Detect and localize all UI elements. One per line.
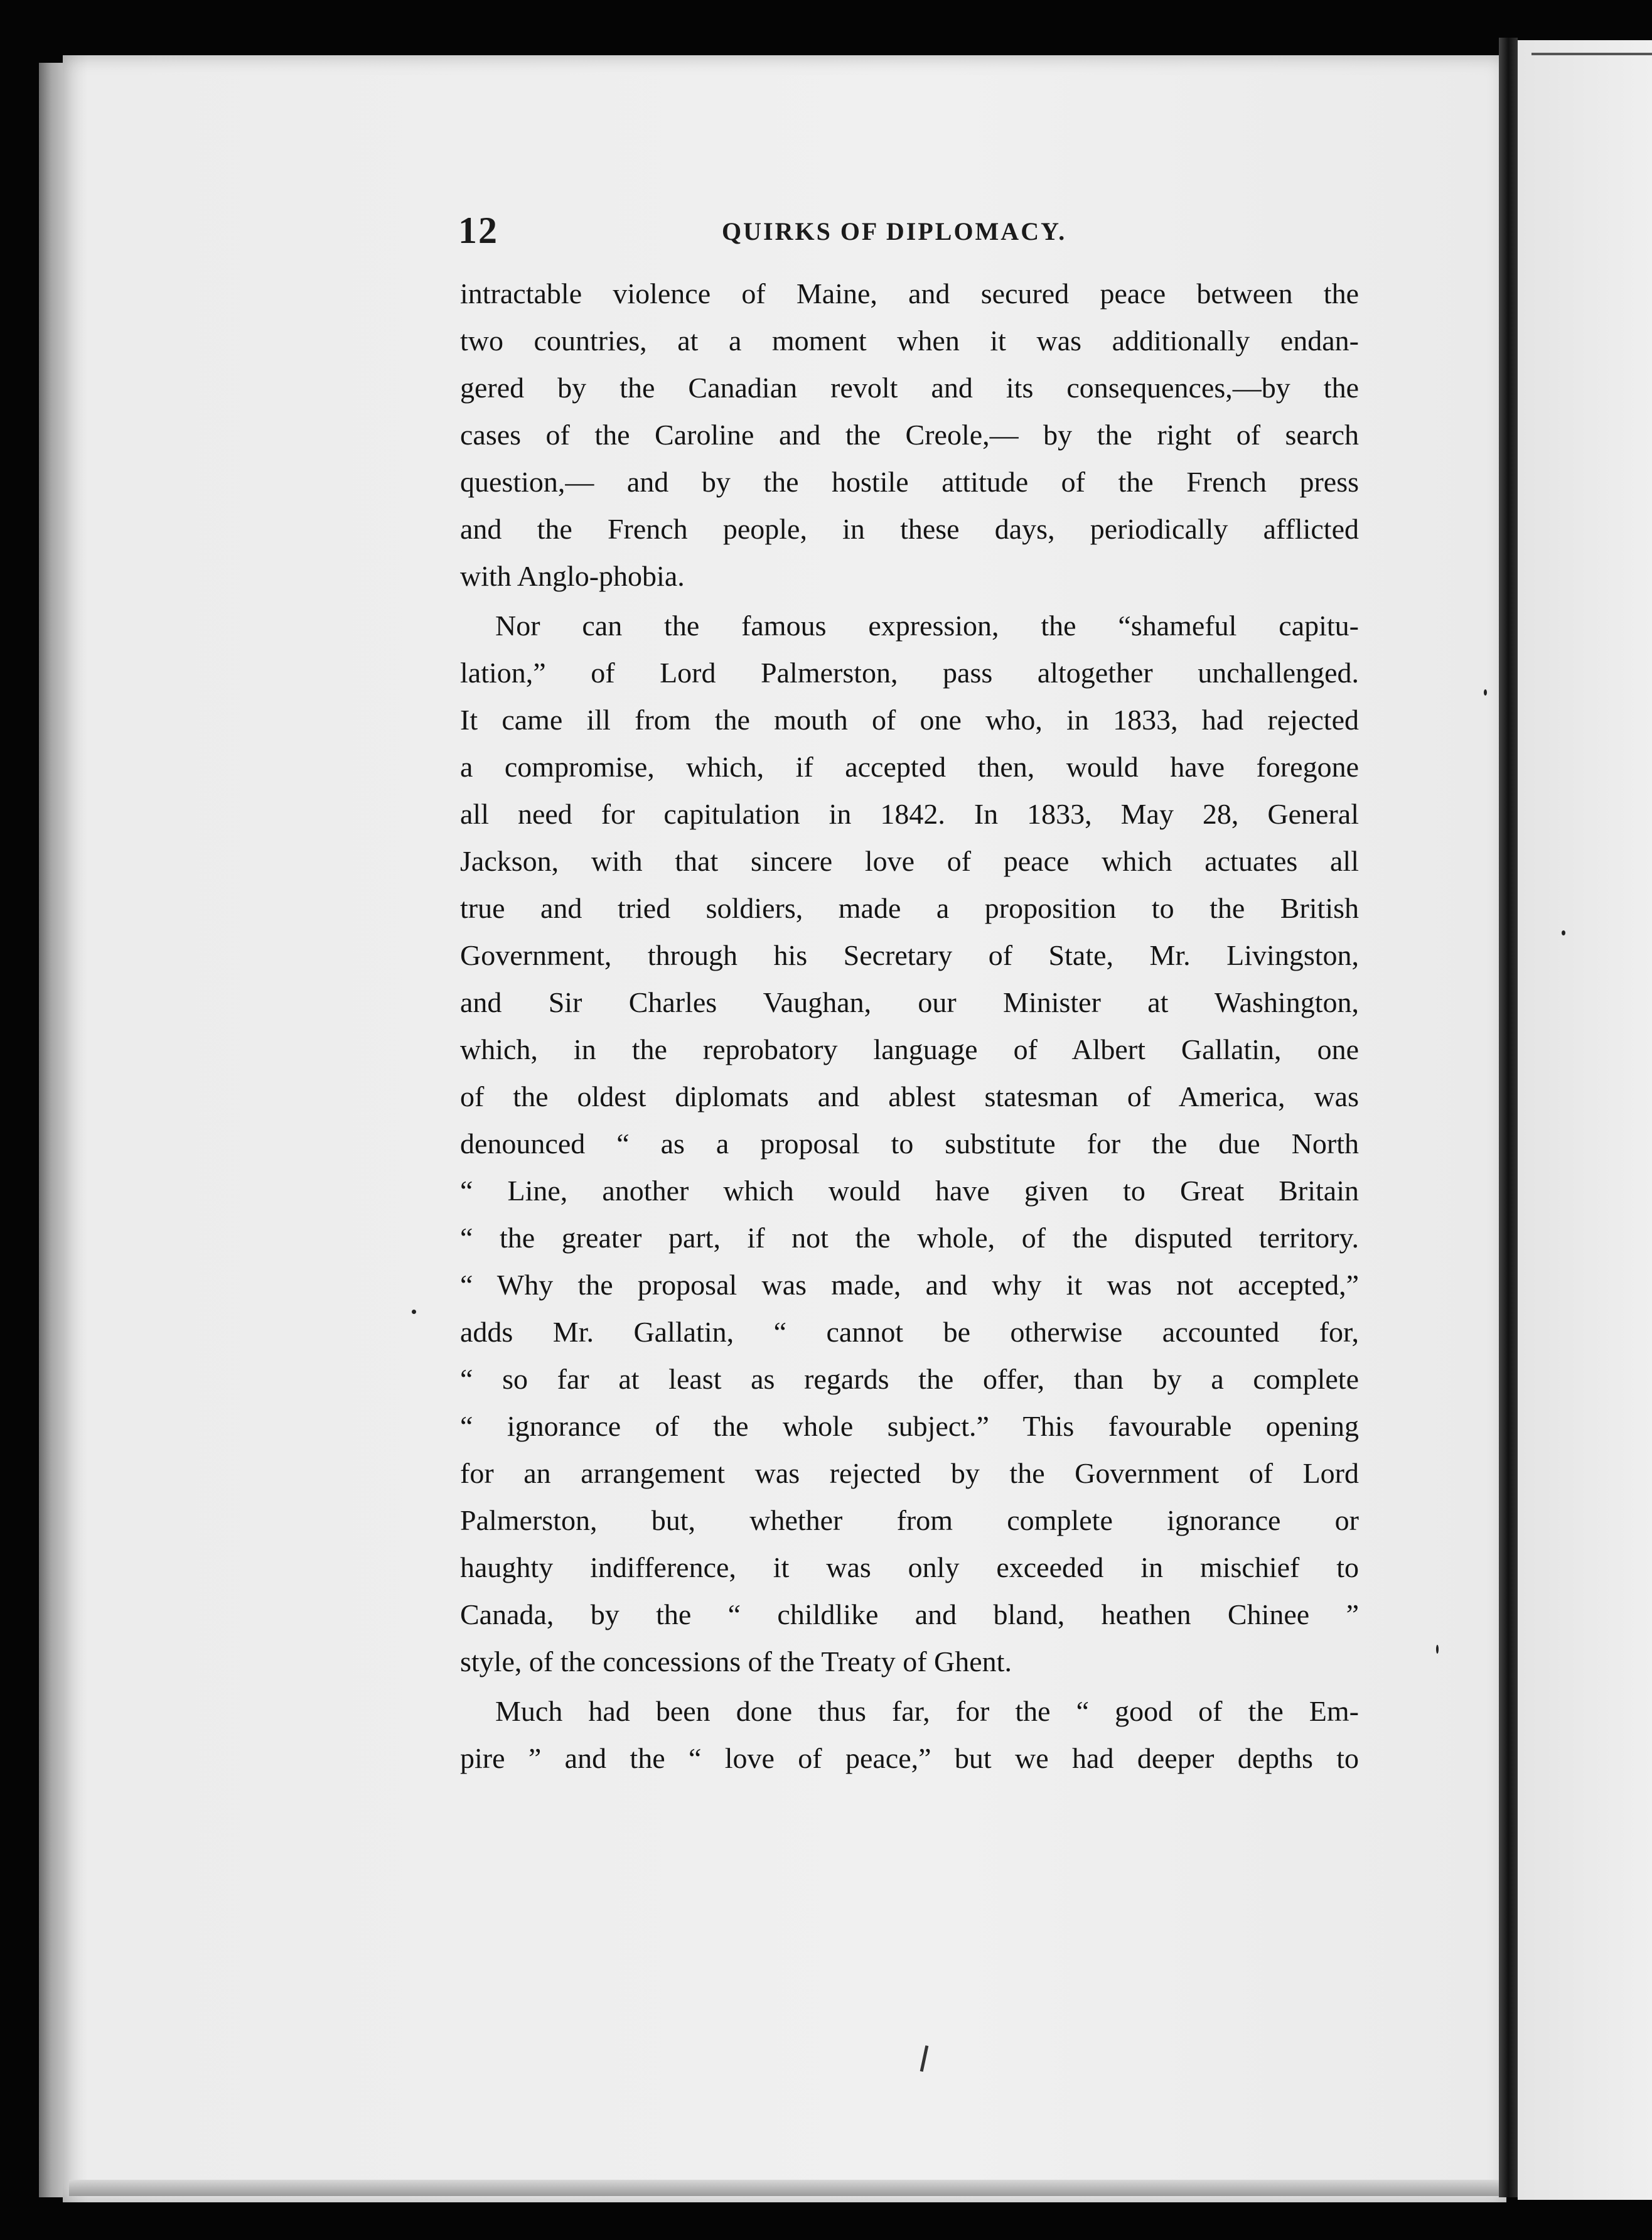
text-line: Jackson, with that sincere love of peace which actuates all <box>460 845 1359 877</box>
text-line: and the French people, in these days, periodically afflicted <box>460 513 1359 545</box>
text-line: Government, through his Secretary of State, Mr. Livingston, <box>460 939 1359 971</box>
scan-speck <box>1436 1645 1439 1654</box>
text-line: “ Why the proposal was made, and why it was not accepted,” <box>460 1269 1359 1301</box>
body-text <box>460 270 1359 1782</box>
text-line: two countries, at a moment when it was additionally endan- <box>460 325 1359 357</box>
text-line: Palmerston, but, whether from complete ignorance or <box>460 1504 1359 1536</box>
text-line: “ so far at least as regards the offer, than by a complete <box>460 1363 1359 1395</box>
text-line: Canada, by the “ childlike and bland, heathen Chinee ” <box>460 1598 1359 1630</box>
text-line: adds Mr. Gallatin, “ cannot be otherwise accounted for, <box>460 1316 1359 1348</box>
scan-speck <box>1484 689 1487 696</box>
text-line: for an arrangement was rejected by the Government of Lord <box>460 1457 1359 1489</box>
book-gutter <box>1499 38 1518 2197</box>
text-line: which, in the reprobatory language of Albert Gallatin, one <box>460 1033 1359 1065</box>
text-line: intractable violence of Maine, and secured peace between the <box>460 277 1359 310</box>
text-line: It came ill from the mouth of one who, in 1833, had rejected <box>460 704 1359 736</box>
scan-speck <box>412 1310 416 1314</box>
facing-page-rule <box>1531 53 1652 55</box>
text-line: Much had been done thus far, for the “ good of the Em- <box>495 1695 1359 1727</box>
text-line: pire ” and the “ love of peace,” but we had deeper depths to <box>460 1742 1359 1774</box>
text-line: cases of the Caroline and the Creole,— by the right of search <box>460 419 1359 451</box>
text-line: haughty indifference, it was only exceeded in mischief to <box>460 1551 1359 1583</box>
text-line: question,— and by the hostile attitude of the French press <box>460 466 1359 498</box>
page-number: 12 <box>458 210 498 251</box>
text-line: Nor can the famous expression, the “shameful capitu- <box>495 610 1359 642</box>
text-line: “ Line, another which would have given to Great Britain <box>460 1175 1359 1207</box>
text-line: a compromise, which, if accepted then, would have foregone <box>460 751 1359 783</box>
facing-page <box>1518 40 1652 2200</box>
text-line: all need for capitulation in 1842. In 1833, May 28, General <box>460 798 1359 830</box>
page-edge-bottom <box>69 2180 1506 2196</box>
text-line: gered by the Canadian revolt and its consequences,—by the <box>460 372 1359 404</box>
text-line: and Sir Charles Vaughan, our Minister at Washington, <box>460 986 1359 1018</box>
running-title: QUIRKS OF DIPLOMACY. <box>722 217 1067 245</box>
text-line: style, of the concessions of the Treaty of Ghent. <box>460 1645 1012 1677</box>
text-line: “ ignorance of the whole subject.” This favourable opening <box>460 1410 1359 1442</box>
running-head <box>458 209 1387 251</box>
text-line: true and tried soldiers, made a proposition to the British <box>460 892 1359 924</box>
text-line: of the oldest diplomats and ablest statesman of America, was <box>460 1080 1359 1112</box>
scan-speck <box>1562 930 1565 935</box>
text-line: with Anglo-phobia. <box>460 560 685 592</box>
text-line: denounced “ as a proposal to substitute for the due North <box>460 1128 1359 1160</box>
text-line: “ the greater part, if not the whole, of the disputed territory. <box>460 1222 1359 1254</box>
text-line: lation,” of Lord Palmerston, pass altogether unchallenged. <box>460 657 1359 689</box>
